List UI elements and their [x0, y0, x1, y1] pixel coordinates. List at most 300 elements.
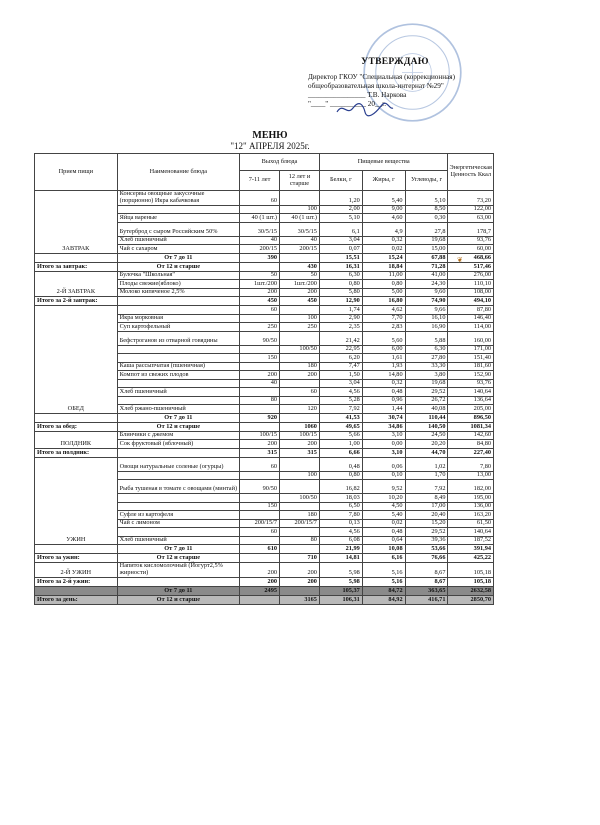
total-yield-7-11: 610 [240, 545, 280, 554]
protein-value: 3,04 [319, 379, 362, 388]
energy-value: 151,40 [448, 354, 494, 363]
yield-12-plus [280, 379, 320, 388]
protein-value: 6,30 [319, 271, 362, 280]
total-label: Итого за ужин: [35, 554, 118, 563]
energy-value: 108,00 [448, 288, 494, 297]
dish-name: Чай с сахаром [117, 245, 239, 254]
yield-12-plus [280, 480, 320, 494]
dish-name: Напиток кисломолочный (Йогурт2,5% жирности) [117, 563, 239, 578]
total-fat: 16,80 [362, 297, 405, 306]
table-row [35, 457, 494, 471]
carbs-value: 19,68 [405, 236, 448, 245]
age-group-label: От 12 и старше [117, 262, 239, 271]
total-fat: 84,72 [362, 587, 405, 596]
fat-value: 0,48 [362, 388, 405, 397]
total-carbs: 76,66 [405, 554, 448, 563]
director-signature-icon [335, 100, 395, 118]
fat-value: 0,80 [362, 280, 405, 289]
table-row [35, 431, 494, 440]
total-energy: 227,40 [448, 448, 494, 457]
protein-value: 0,80 [319, 471, 362, 480]
fat-value: 9,00 [362, 205, 405, 214]
yield-12-plus [280, 331, 320, 345]
protein-value: 1,00 [319, 440, 362, 449]
fat-value: 0,64 [362, 536, 405, 545]
dish-name: Консервы овощные закусочные (порционно) Икра кабачковая [117, 191, 239, 206]
total-yield-7-11: 315 [240, 448, 280, 457]
protein-value: 7,80 [319, 511, 362, 520]
fat-value: 5,00 [362, 288, 405, 297]
age-group-label: От 12 и старше [117, 422, 239, 431]
yield-12-plus: 80 [280, 536, 320, 545]
total-yield-7-11: 450 [240, 297, 280, 306]
total-carbs: 53,66 [405, 545, 448, 554]
total-yield-12-plus [280, 545, 320, 554]
total-label: Итого за завтрак: [35, 262, 118, 271]
yield-7-11: 60 [240, 306, 280, 315]
dish-name: Молоко кипяченое 2,5% [117, 288, 239, 297]
total-label: Итого за полдник: [35, 448, 118, 457]
protein-value: 6,1 [319, 222, 362, 236]
total-row [35, 578, 494, 587]
energy-value: 205,00 [448, 405, 494, 414]
fat-value: 2,83 [362, 323, 405, 332]
energy-value: 73,20 [448, 191, 494, 206]
carbs-value: 8,67 [405, 563, 448, 578]
fat-value: 0,00 [362, 440, 405, 449]
dish-name: Икра морковная [117, 314, 239, 323]
total-yield-12-plus: 450 [280, 297, 320, 306]
dish-name: Хлеб пшеничный [117, 388, 239, 397]
dish-name [117, 205, 239, 214]
energy-value: 171,00 [448, 345, 494, 354]
yield-12-plus: 180 [280, 362, 320, 371]
energy-value: 187,52 [448, 536, 494, 545]
protein-value: 5,66 [319, 431, 362, 440]
total-fat: 18,84 [362, 262, 405, 271]
table-row [35, 306, 494, 315]
total-carbs: 71,28 [405, 262, 448, 271]
yield-12-plus: 100/50 [280, 345, 320, 354]
carbs-value: 8,49 [405, 494, 448, 503]
yield-7-11 [240, 205, 280, 214]
fat-value: 1,61 [362, 354, 405, 363]
yield-7-11: 1шт./200 [240, 280, 280, 289]
fat-value: 7,70 [362, 314, 405, 323]
total-protein: 5,98 [319, 578, 362, 587]
total-protein: 12,90 [319, 297, 362, 306]
total-energy: 425,22 [448, 554, 494, 563]
total-row [35, 262, 494, 271]
yield-7-11: 60 [240, 457, 280, 471]
protein-value: 1,20 [319, 191, 362, 206]
total-carbs: 8,67 [405, 578, 448, 587]
dish-name [117, 379, 239, 388]
yield-7-11: 30/5/15 [240, 222, 280, 236]
energy-value: 163,20 [448, 511, 494, 520]
yield-12-plus: 100 [280, 205, 320, 214]
energy-value: 160,00 [448, 331, 494, 345]
col-dish: Наименование блюда [117, 154, 239, 191]
yield-12-plus: 40 (1 шт.) [280, 214, 320, 223]
fat-value: 0,10 [362, 471, 405, 480]
yield-12-plus: 200 [280, 371, 320, 380]
fat-value: 11,00 [362, 271, 405, 280]
carbs-value: 1,02 [405, 457, 448, 471]
carbs-value: 1,70 [405, 471, 448, 480]
carbs-value: 26,72 [405, 396, 448, 405]
fat-value: 5,16 [362, 563, 405, 578]
yield-12-plus [280, 306, 320, 315]
fat-value: 0,02 [362, 245, 405, 254]
protein-value: 5,80 [319, 288, 362, 297]
yield-12-plus: 200 [280, 440, 320, 449]
total-row [35, 448, 494, 457]
total-fat: 10,08 [362, 545, 405, 554]
total-row [35, 587, 494, 596]
yield-12-plus: 250 [280, 323, 320, 332]
fat-value: 0,32 [362, 379, 405, 388]
carbs-value: 7,92 [405, 480, 448, 494]
total-label-spacer [35, 413, 118, 422]
yield-7-11 [240, 314, 280, 323]
fat-value: 5,40 [362, 511, 405, 520]
energy-value: 142,60 [448, 431, 494, 440]
carbs-value: 27,8 [405, 222, 448, 236]
dish-name: Плоды свежие(яблоко) [117, 280, 239, 289]
total-yield-12-plus: 1060 [280, 422, 320, 431]
approval-line-2: общеобразовательная школа-интернат №29" [308, 82, 444, 90]
yield-7-11 [240, 471, 280, 480]
dish-name: Бефстроганов из отварной говядины [117, 331, 239, 345]
total-label: Итого за обед: [35, 422, 118, 431]
energy-value: 60,00 [448, 245, 494, 254]
fat-value: 5,60 [362, 331, 405, 345]
total-yield-12-plus [280, 587, 320, 596]
protein-value: 5,28 [319, 396, 362, 405]
age-group-label: От 12 и старше [117, 554, 239, 563]
protein-value: 0,13 [319, 519, 362, 528]
protein-value: 6,08 [319, 536, 362, 545]
yield-12-plus: 100 [280, 471, 320, 480]
total-yield-12-plus: 710 [280, 554, 320, 563]
menu-date: "12" АПРЕЛЯ 2025г. [230, 141, 310, 151]
dish-name [117, 345, 239, 354]
meal-name: УЖИН [35, 457, 118, 545]
total-fat: 84,92 [362, 596, 405, 605]
meal-name: 2-Й ЗАВТРАК [35, 271, 118, 297]
total-protein: 106,31 [319, 596, 362, 605]
total-fat: 5,16 [362, 578, 405, 587]
total-yield-12-plus: 315 [280, 448, 320, 457]
energy-value: 136,00 [448, 502, 494, 511]
dish-name [117, 471, 239, 480]
yield-7-11 [240, 388, 280, 397]
total-energy: 468,66 [448, 253, 494, 262]
dish-name: Яйца вареные [117, 214, 239, 223]
protein-value: 22,95 [319, 345, 362, 354]
yield-7-11: 90/50 [240, 331, 280, 345]
total-yield-7-11 [240, 554, 280, 563]
total-row [35, 422, 494, 431]
carbs-value: 15,20 [405, 519, 448, 528]
carbs-value: 16,10 [405, 314, 448, 323]
yield-12-plus [280, 528, 320, 537]
dish-name: Компот из свежих плодов [117, 371, 239, 380]
yield-7-11 [240, 536, 280, 545]
col-fat: Жиры, г [362, 171, 405, 191]
yield-7-11: 200/15 [240, 245, 280, 254]
protein-value: 7,92 [319, 405, 362, 414]
total-yield-7-11 [240, 422, 280, 431]
yield-12-plus [280, 457, 320, 471]
protein-value: 0,07 [319, 245, 362, 254]
yield-7-11: 200 [240, 371, 280, 380]
age-group-label: От 7 до 11 [117, 253, 239, 262]
total-carbs: 416,71 [405, 596, 448, 605]
total-label-spacer [35, 587, 118, 596]
total-protein: 105,37 [319, 587, 362, 596]
protein-value: 2,35 [319, 323, 362, 332]
fat-value: 6,00 [362, 345, 405, 354]
dish-name: Хлеб ржано-пшеничный [117, 405, 239, 414]
yield-7-11: 60 [240, 191, 280, 206]
energy-value: 87,80 [448, 306, 494, 315]
energy-value: 195,00 [448, 494, 494, 503]
fat-value: 3,10 [362, 431, 405, 440]
carbs-value: 0,30 [405, 214, 448, 223]
protein-value: 3,04 [319, 236, 362, 245]
energy-value: 140,64 [448, 528, 494, 537]
yield-12-plus: 100 [280, 314, 320, 323]
protein-value: 0,48 [319, 457, 362, 471]
energy-value: 140,64 [448, 388, 494, 397]
yield-12-plus: 200/15/7 [280, 519, 320, 528]
protein-value: 4,56 [319, 528, 362, 537]
carbs-value: 29,52 [405, 528, 448, 537]
age-group-label: От 7 до 11 [117, 587, 239, 596]
protein-value: 7,47 [319, 362, 362, 371]
dish-name: Хлеб пшеничный [117, 236, 239, 245]
fat-value: 5,40 [362, 191, 405, 206]
dish-name: Булочка "Школьная" [117, 271, 239, 280]
handwritten-mark-icon: ❦ [457, 256, 463, 264]
energy-value: 182,00 [448, 480, 494, 494]
menu-table-body [35, 191, 494, 605]
meal-name: ОБЕД [35, 306, 118, 414]
approval-line-1: Директор ГКОУ "Специальная (коррекционная) [308, 73, 455, 81]
total-energy: 2850,70 [448, 596, 494, 605]
meal-name: ЗАВТРАК [35, 191, 118, 254]
yield-12-plus [280, 354, 320, 363]
yield-12-plus: 50 [280, 271, 320, 280]
col-yield: Выход блюда [240, 154, 320, 171]
yield-7-11: 200 [240, 440, 280, 449]
total-fat: 15,24 [362, 253, 405, 262]
total-protein: 49,65 [319, 422, 362, 431]
dish-name: Хлеб пшеничный [117, 536, 239, 545]
protein-value: 6,50 [319, 502, 362, 511]
col-energy: Энергетическая Ценность Ккал [448, 154, 494, 191]
total-row [35, 554, 494, 563]
total-yield-12-plus: 430 [280, 262, 320, 271]
energy-value: 276,00 [448, 271, 494, 280]
dish-name [117, 396, 239, 405]
yield-7-11: 150 [240, 354, 280, 363]
yield-7-11 [240, 405, 280, 414]
total-label-spacer [35, 545, 118, 554]
total-yield-12-plus [280, 413, 320, 422]
carbs-value: 5,88 [405, 331, 448, 345]
total-fat: 6,16 [362, 554, 405, 563]
age-group-label: От 7 до 11 [117, 545, 239, 554]
age-group-label [117, 578, 239, 587]
total-energy: 2632,58 [448, 587, 494, 596]
approval-line-4: "____" __________ 20__г. [308, 100, 387, 108]
total-carbs: 67,88 [405, 253, 448, 262]
carbs-value: 19,68 [405, 379, 448, 388]
total-energy: 494,10 [448, 297, 494, 306]
fat-value: 4,50 [362, 502, 405, 511]
energy-value: 114,00 [448, 323, 494, 332]
total-protein: 41,53 [319, 413, 362, 422]
dish-name [117, 502, 239, 511]
carbs-value: 6,30 [405, 345, 448, 354]
carbs-value: 33,30 [405, 362, 448, 371]
energy-value: 110,10 [448, 280, 494, 289]
col-age-1: 7-11 лет [240, 171, 280, 191]
total-energy: 105,18 [448, 578, 494, 587]
table-row [35, 563, 494, 578]
age-group-label [117, 448, 239, 457]
carbs-value: 29,52 [405, 388, 448, 397]
total-carbs: 363,65 [405, 587, 448, 596]
total-protein: 21,99 [319, 545, 362, 554]
approval-title: УТВЕРЖДАЮ [361, 57, 429, 67]
carbs-value: 39,36 [405, 536, 448, 545]
dish-name: Суп картофельный [117, 323, 239, 332]
col-nutrients: Пищевые вещества [319, 154, 448, 171]
energy-value: 181,60 [448, 362, 494, 371]
energy-value: 136,64 [448, 396, 494, 405]
dish-name [117, 306, 239, 315]
yield-12-plus: 100/50 [280, 494, 320, 503]
yield-7-11 [240, 494, 280, 503]
total-energy: 1081,34 [448, 422, 494, 431]
yield-12-plus: 30/5/15 [280, 222, 320, 236]
table-row [35, 271, 494, 280]
energy-value: 146,40 [448, 314, 494, 323]
total-label: Итого за день: [35, 596, 118, 605]
yield-7-11: 40 [240, 236, 280, 245]
fat-value: 9,52 [362, 480, 405, 494]
age-group-label: От 7 до 11 [117, 413, 239, 422]
fat-value: 4,62 [362, 306, 405, 315]
yield-7-11: 200/15/7 [240, 519, 280, 528]
total-carbs: 140,50 [405, 422, 448, 431]
protein-value: 1,74 [319, 306, 362, 315]
carbs-value: 41,00 [405, 271, 448, 280]
total-row [35, 297, 494, 306]
carbs-value: 3,80 [405, 371, 448, 380]
dish-name: Сок фруктовый (яблочный) [117, 440, 239, 449]
fat-value: 1,44 [362, 405, 405, 414]
total-row [35, 253, 494, 262]
age-group-label: От 12 и старше [117, 596, 239, 605]
carbs-value: 16,90 [405, 323, 448, 332]
yield-12-plus: 200 [280, 563, 320, 578]
yield-7-11: 60 [240, 528, 280, 537]
approval-line-3: ________________ Т.В. Наркова [308, 91, 407, 99]
dish-name [117, 528, 239, 537]
menu-title: МЕНЮ [252, 130, 288, 141]
energy-value: 84,80 [448, 440, 494, 449]
yield-12-plus: 200 [280, 288, 320, 297]
yield-12-plus: 200/15 [280, 245, 320, 254]
energy-value: 61,50 [448, 519, 494, 528]
total-row [35, 413, 494, 422]
carbs-value: 15,00 [405, 245, 448, 254]
yield-7-11: 50 [240, 271, 280, 280]
dish-name: Чай с лимоном [117, 519, 239, 528]
total-yield-7-11: 920 [240, 413, 280, 422]
dish-name: Блинчики с джемом [117, 431, 239, 440]
total-protein: 14,81 [319, 554, 362, 563]
meal-name: 2-Й УЖИН [35, 563, 118, 578]
age-group-label [117, 297, 239, 306]
yield-12-plus: 120 [280, 405, 320, 414]
protein-value: 5,98 [319, 563, 362, 578]
yield-12-plus: 40 [280, 236, 320, 245]
col-protein: Белки, г [319, 171, 362, 191]
total-row [35, 596, 494, 605]
table-row [35, 191, 494, 206]
total-energy: 391,94 [448, 545, 494, 554]
yield-7-11: 40 [240, 379, 280, 388]
carbs-value: 8,50 [405, 205, 448, 214]
total-yield-12-plus: 200 [280, 578, 320, 587]
col-meal: Прием пищи [35, 154, 118, 191]
energy-value: 178,7 [448, 222, 494, 236]
protein-value: 6,20 [319, 354, 362, 363]
fat-value: 0,02 [362, 519, 405, 528]
total-yield-7-11 [240, 262, 280, 271]
protein-value: 16,82 [319, 480, 362, 494]
energy-value: 7,80 [448, 457, 494, 471]
carbs-value: 24,30 [405, 280, 448, 289]
protein-value: 1,50 [319, 371, 362, 380]
total-label-spacer [35, 253, 118, 262]
yield-12-plus [280, 502, 320, 511]
total-protein: 15,51 [319, 253, 362, 262]
yield-7-11: 90/50 [240, 480, 280, 494]
yield-7-11: 80 [240, 396, 280, 405]
protein-value: 2,00 [319, 205, 362, 214]
total-label: Итого за 2-й ужин: [35, 578, 118, 587]
protein-value: 18,03 [319, 494, 362, 503]
total-yield-12-plus [280, 253, 320, 262]
yield-7-11: 150 [240, 502, 280, 511]
fat-value: 1,93 [362, 362, 405, 371]
dish-name: Суфле из картофеля [117, 511, 239, 520]
dish-name: Каша рассыпчатая (пшеничная) [117, 362, 239, 371]
fat-value: 4,9 [362, 222, 405, 236]
yield-12-plus: 60 [280, 388, 320, 397]
total-carbs: 110,44 [405, 413, 448, 422]
energy-value: 105,18 [448, 563, 494, 578]
total-carbs: 44,70 [405, 448, 448, 457]
yield-7-11: 100/15 [240, 431, 280, 440]
